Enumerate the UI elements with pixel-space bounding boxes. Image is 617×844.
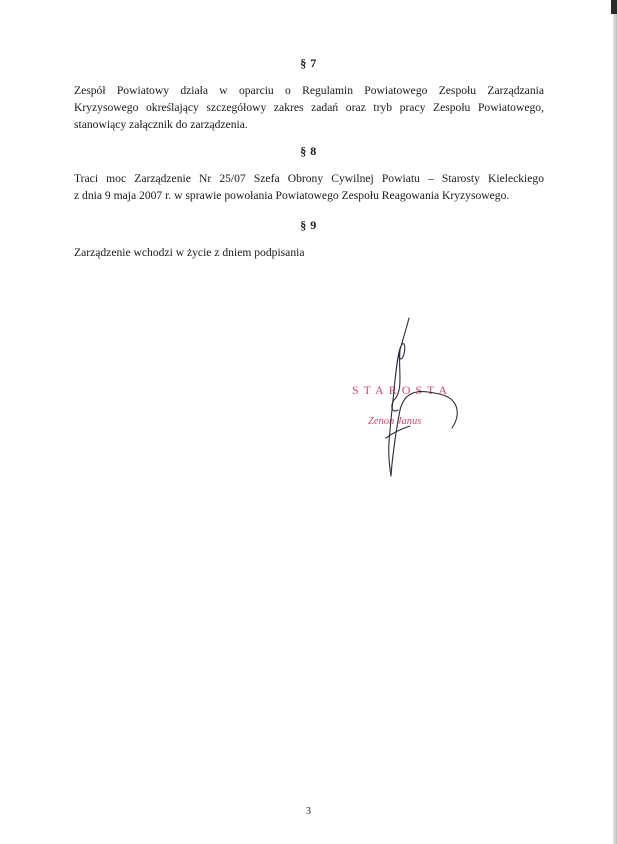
section-8-line-2: z dnia 9 maja 2007 r. w sprawie powołania Powiatowego Zespołu Reagowania Kryzysowego. — [74, 189, 510, 202]
section-9-line-1: Zarządzenie wchodzi w życie z dniem podpisania — [74, 246, 305, 259]
section-7-line-2: Kryzysowego określający szczegółowy zakres zadań oraz tryb pracy Zespołu Powiatowego, — [74, 101, 544, 114]
section-7-line-3: stanowiący załącznik do zarządzenia. — [74, 118, 248, 131]
handwritten-signature — [360, 310, 470, 485]
section-7-paragraph — [74, 82, 544, 133]
stamp-name: Zenon Janus — [368, 416, 422, 427]
section-9-heading: § 9 — [300, 218, 317, 232]
section-8-heading: § 8 — [300, 144, 317, 158]
section-9-paragraph — [74, 244, 544, 261]
scan-edge-mark — [611, 0, 617, 14]
section-7-heading: § 7 — [300, 56, 317, 70]
section-8-line-1: Traci moc Zarządzenie Nr 25/07 Szefa Obrony Cywilnej Powiatu – Starosty Kieleckiego — [74, 172, 544, 185]
section-8-paragraph — [74, 170, 544, 204]
page-number: 3 — [306, 806, 311, 817]
section-7-line-1: Zespół Powiatowy działa w oparciu o Regulamin Powiatowego Zespołu Zarządzania — [74, 84, 544, 97]
stamp-title: STAROSTA — [352, 383, 453, 397]
scan-edge — [613, 0, 617, 844]
